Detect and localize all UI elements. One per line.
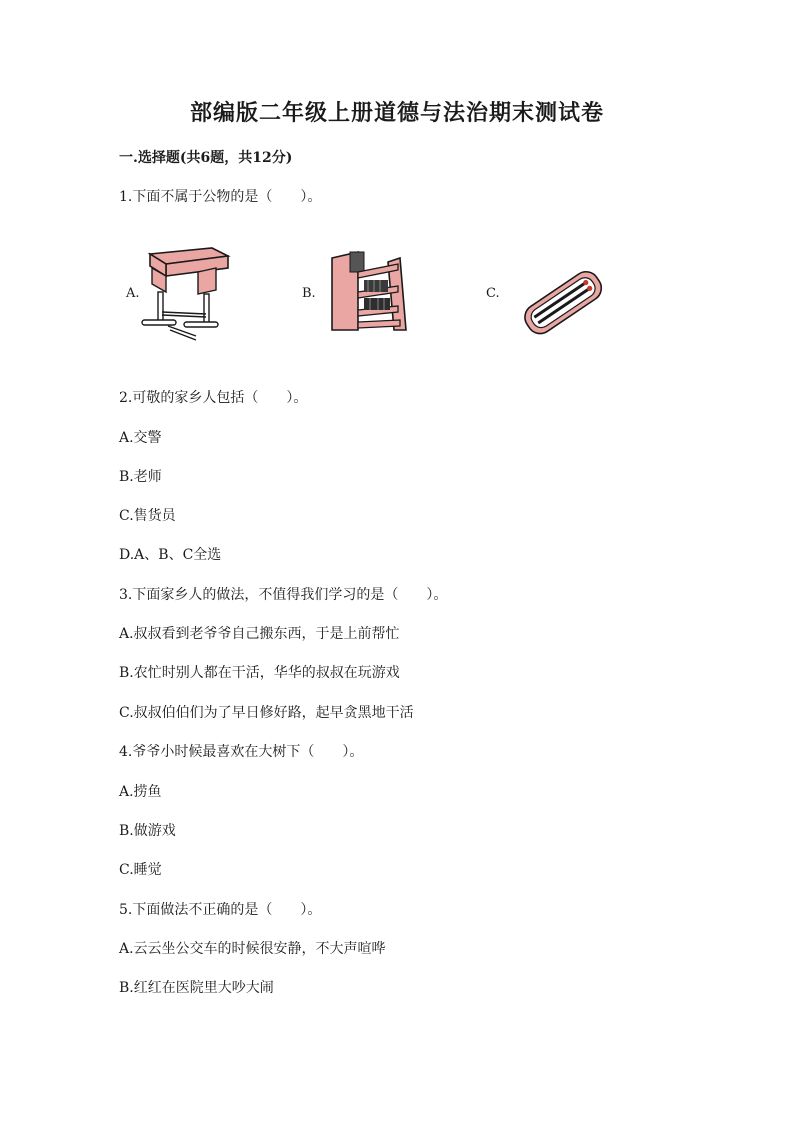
bookshelf-icon xyxy=(328,248,410,334)
question-1-option-b-label: B. xyxy=(302,286,316,301)
question-1-stem: 1.下面不属于公物的是（ ）。 xyxy=(119,189,322,205)
question-5-stem: 5.下面做法不正确的是（ ）。 xyxy=(119,902,322,918)
question-2-option-d: D.A、B、C全选 xyxy=(119,547,222,563)
question-4-stem: 4.爷爷小时候最喜欢在大树下（ ）。 xyxy=(119,744,364,760)
page-title: 部编版二年级上册道德与法治期末测试卷 xyxy=(189,100,604,126)
question-3-stem: 3.下面家乡人的做法，不值得我们学习的是（ ）。 xyxy=(119,587,448,603)
question-2-option-b: B.老师 xyxy=(119,469,162,485)
section-heading: 一.选择题(共6题，共12分) xyxy=(119,150,293,166)
pencil-case-icon xyxy=(516,262,608,340)
question-5-option-b: B.红红在医院里大吵大闹 xyxy=(119,980,274,996)
question-5-option-a: A.云云坐公交车的时候很安静，不大声喧哗 xyxy=(119,941,386,957)
question-1-option-a-label: A. xyxy=(126,286,140,301)
question-3-option-b: B.农忙时别人都在干活，华华的叔叔在玩游戏 xyxy=(119,665,400,681)
question-4-option-a: A.捞鱼 xyxy=(119,784,162,800)
question-4-option-c: C.睡觉 xyxy=(119,862,162,878)
question-3-option-c: C.叔叔伯伯们为了早日修好路，起早贪黑地干活 xyxy=(119,705,414,721)
question-3-option-a: A.叔叔看到老爷爷自己搬东西，于是上前帮忙 xyxy=(119,626,400,642)
question-2-option-c: C.售货员 xyxy=(119,508,176,524)
question-1-option-c-label: C. xyxy=(486,286,500,301)
question-4-option-b: B.做游戏 xyxy=(119,823,176,839)
question-2-stem: 2.可敬的家乡人包括（ ）。 xyxy=(119,390,308,406)
question-2-option-a: A.交警 xyxy=(119,430,162,446)
school-desk-icon xyxy=(140,240,240,346)
